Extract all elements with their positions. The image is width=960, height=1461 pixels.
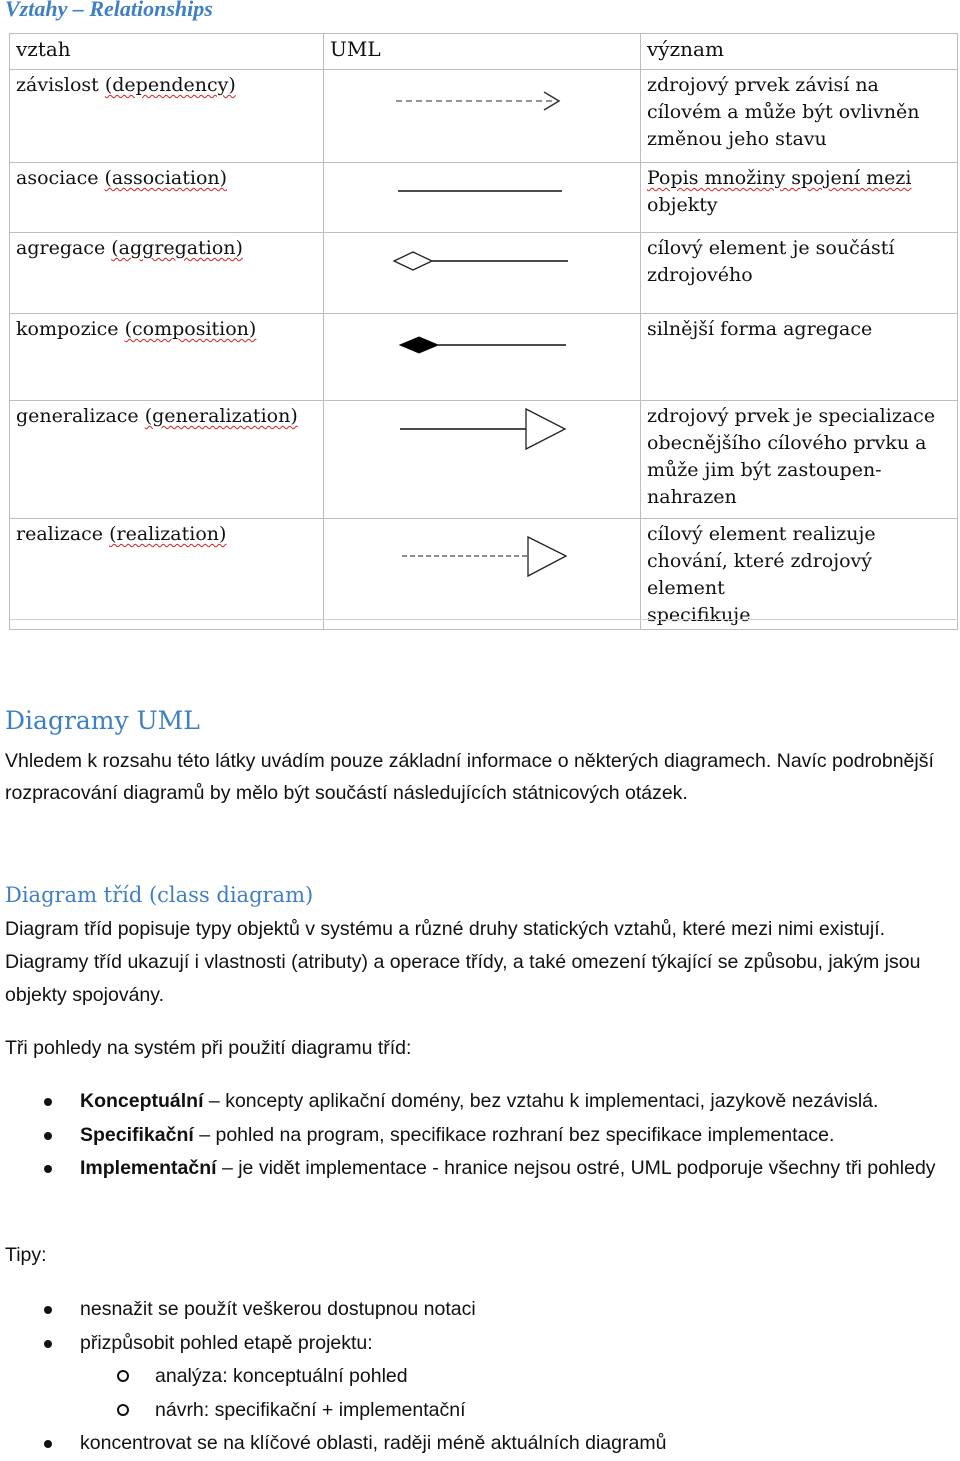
table-row bbox=[10, 401, 958, 519]
relation-meaning: cílový element realizuje chování, které zdrojový element specifikuje bbox=[641, 519, 958, 630]
list-item: Implementační – je vidět implementace - hranice nejsou ostré, UML podporuje všechny tři pohledy bbox=[0, 1152, 940, 1186]
views-intro: Tři pohledy na systém při použití diagramu tříd: bbox=[5, 1037, 412, 1059]
filled-diamond-icon bbox=[324, 314, 641, 401]
class-diagram-paragraph: Diagram tříd popisuje typy objektů v systému a různé druhy statických vztahů, které mezi nimi existují. Diagramy tříd ukazují i vlastnosti (atributy) a operace třídy, a také omezení týkající se způsobu, jakým jsou objekty spojovány. bbox=[5, 918, 921, 1006]
table-header-row bbox=[10, 34, 958, 70]
bullet-icon bbox=[44, 1098, 52, 1106]
bullet-icon bbox=[44, 1132, 52, 1140]
uml-symbol-cell bbox=[324, 314, 641, 401]
page-title: Vztahy – Relationships bbox=[5, 0, 213, 21]
realization-triangle-icon bbox=[324, 519, 641, 623]
dependency-arrow-icon bbox=[324, 70, 641, 163]
tips-label: Tipy: bbox=[5, 1244, 47, 1266]
relation-meaning: silnější forma agregace bbox=[641, 314, 958, 401]
relation-name: agregace (aggregation) bbox=[10, 233, 324, 314]
relation-meaning: zdrojový prvek závisí na cílovém a může být ovlivněn změnou jeho stavu bbox=[641, 70, 958, 163]
bullet-icon bbox=[44, 1165, 52, 1173]
intro-paragraph: Vhledem k rozsahu této látky uvádím pouze základní informace o některých diagramech. Navíc podrobnější rozpracování diagramů by mělo být součástí následujících státnicových otázek. bbox=[5, 750, 934, 804]
tips-sublist bbox=[80, 1360, 940, 1427]
table-row bbox=[10, 233, 958, 314]
relation-name: závislost (dependency) bbox=[10, 70, 324, 163]
circle-bullet-icon bbox=[117, 1404, 129, 1416]
circle-bullet-icon bbox=[117, 1370, 129, 1382]
relation-name: realizace (realization) bbox=[10, 519, 324, 630]
relation-meaning: zdrojový prvek je specializace obecnějšího cílového prvku a může jim být zastoupen- nahrazen bbox=[641, 401, 958, 519]
column-header: význam bbox=[641, 34, 958, 70]
table-row bbox=[10, 163, 958, 233]
hollow-diamond-icon bbox=[324, 233, 641, 314]
divider bbox=[9, 619, 958, 620]
list-item: koncentrovat se na klíčové oblasti, raději méně aktuálních diagramů bbox=[0, 1427, 940, 1461]
list-item: nesnažit se použít veškerou dostupnou notaci bbox=[0, 1293, 940, 1327]
subsection-heading: Diagram tříd (class diagram) bbox=[5, 883, 314, 907]
tips-list bbox=[0, 1293, 940, 1461]
column-header: vztah bbox=[10, 34, 324, 70]
views-list bbox=[0, 1085, 940, 1186]
list-item: Konceptuální – koncepty aplikační domény, bez vztahu k implementaci, jazykově nezávislá. bbox=[0, 1085, 940, 1119]
table-row bbox=[10, 519, 958, 630]
relation-meaning: cílový element je součástí zdrojového bbox=[641, 233, 958, 314]
relation-name: kompozice (composition) bbox=[10, 314, 324, 401]
bullet-icon bbox=[44, 1440, 52, 1448]
list-item: přizpůsobit pohled etapě projektu: analýza: konceptuální pohled návrh: specifikační + implementační bbox=[0, 1327, 940, 1428]
uml-symbol-cell bbox=[324, 233, 641, 314]
sub-list-item: analýza: konceptuální pohled bbox=[0, 1360, 940, 1394]
sub-list-item: návrh: specifikační + implementační bbox=[0, 1394, 940, 1428]
section-heading: Diagramy UML bbox=[5, 706, 200, 735]
bullet-icon bbox=[44, 1306, 52, 1314]
uml-symbol-cell bbox=[324, 401, 641, 519]
list-item: Specifikační – pohled na program, specifikace rozhraní bez specifikace implementace. bbox=[0, 1119, 940, 1153]
column-header: UML bbox=[324, 34, 641, 70]
uml-symbol-cell bbox=[324, 519, 641, 630]
uml-symbol-cell bbox=[324, 163, 641, 233]
relation-name: generalizace (generalization) bbox=[10, 401, 324, 519]
table-row bbox=[10, 314, 958, 401]
bullet-icon bbox=[44, 1340, 52, 1348]
relation-name: asociace (association) bbox=[10, 163, 324, 233]
table-row bbox=[10, 70, 958, 163]
relation-meaning: Popis množiny spojení mezi objekty bbox=[641, 163, 958, 233]
relationships-table bbox=[9, 33, 958, 630]
association-line-icon bbox=[324, 163, 641, 233]
uml-symbol-cell bbox=[324, 70, 641, 163]
generalization-triangle-icon bbox=[324, 401, 641, 519]
